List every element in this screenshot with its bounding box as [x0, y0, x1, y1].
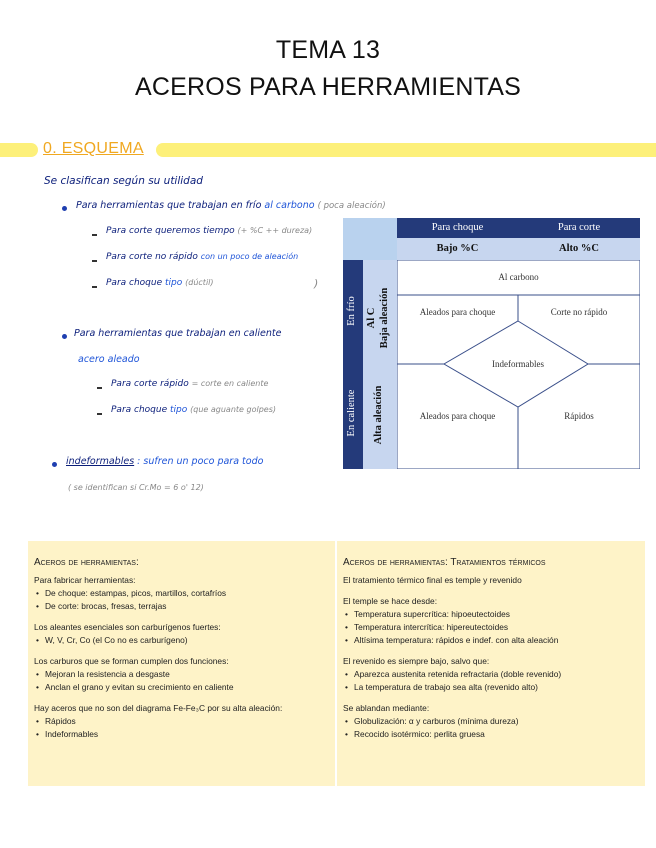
cell-corte-no-rapido: Corte no rápido: [550, 307, 608, 317]
note-cold-sub1-text: Para corte queremos tiempo: [106, 226, 235, 236]
section-label: 0. ESQUEMA: [43, 140, 144, 157]
box-right-p4-list: [343, 715, 561, 741]
note-hot-sub1-extra: = corte en caliente: [191, 379, 269, 388]
note-cold-bullet-carbono: al carbono: [264, 200, 315, 211]
box-left-p4: Hay aceros que no son del diagrama Fe-Fe₃C por su alta aleación:: [34, 703, 283, 713]
section-header: [0, 140, 656, 160]
note-cold-sub3-tipo: tipo: [165, 278, 183, 288]
note-cold-bullet: [76, 200, 386, 211]
list-item: • Temperatura intercrítica: hipereutectoides: [343, 621, 561, 634]
note-hot-sub2-extra: (que aguante golpes): [190, 405, 276, 414]
note-cold-sub2-text: Para corte no rápido: [106, 252, 198, 262]
header-sub-alto: Alto %C: [559, 243, 599, 254]
note-cold-sub3-ductil: (dúctil): [185, 278, 214, 287]
note-hot-acero-aleado: acero aleado: [78, 354, 140, 365]
section-highlight-left: [0, 143, 38, 157]
dash-mark: [92, 234, 97, 236]
box-left-p4-list: [34, 715, 282, 741]
box-right-p3-list: [343, 668, 561, 694]
note-intro: Se clasifican según su utilidad: [44, 175, 203, 187]
list-item: • Anclan el grano y evitan su crecimiento en caliente: [34, 681, 282, 694]
note-hot-sub2-text: Para choque: [111, 405, 168, 415]
info-box-tratamientos: [337, 541, 645, 786]
box-left-p2: Los aleantes esenciales son carburígenos fuertes:: [34, 622, 221, 632]
list-item: • Aparezca austenita retenida refractaria (doble revenido): [343, 668, 561, 681]
list-item: • De corte: brocas, fresas, terrajas: [34, 600, 282, 613]
list-item: • Indeformables: [34, 728, 282, 741]
diagram-corner: [343, 218, 397, 260]
row-sub-alta-aleacion: Alta aleación: [373, 385, 384, 445]
box-right-p1: El tratamiento térmico final es temple y revenido: [343, 575, 522, 585]
list-item: • La temperatura de trabajo sea alta (revenido alto): [343, 681, 561, 694]
dash-mark: [92, 286, 97, 288]
box-left-p3: Los carburos que se forman cumplen dos funciones:: [34, 656, 229, 666]
page-title: [0, 36, 656, 102]
list-item: • W, V, Cr, Co (el Co no es carburígeno): [34, 634, 282, 647]
list-item: • De choque: estampas, picos, martillos, cortafríos: [34, 587, 282, 600]
box-right-title: Aceros de herramientas: Tratamientos térmicos: [343, 557, 546, 568]
note-hot-bullet: Para herramientas que trabajan en caliente: [74, 328, 282, 339]
title-line-1: TEMA 13: [268, 36, 388, 65]
note-cold-sub1: [106, 226, 312, 236]
box-right-p2-list: [343, 608, 561, 647]
note-cold-sub3-text: Para choque: [106, 278, 163, 288]
note-hot-sub2-tipo: tipo: [170, 405, 188, 415]
note-cold-bullet-text: Para herramientas que trabajan en frío: [76, 200, 262, 211]
note-indeformables: [66, 456, 263, 467]
box-left-p1: Para fabricar herramientas:: [34, 575, 136, 585]
cell-rapidos: Rápidos: [564, 411, 594, 421]
info-box-aceros: [28, 541, 335, 786]
box-left-p2-list: [34, 634, 282, 647]
row-label-frio: En frío: [346, 296, 357, 326]
box-right-p3: El revenido es siempre bajo, salvo que:: [343, 656, 490, 666]
row-sub-baja: Baja aleación: [379, 287, 390, 349]
row-label-caliente: En caliente: [346, 389, 357, 437]
note-indef-identify: ( se identifican si Cr.Mo = 6 o' 12): [68, 483, 204, 492]
section-highlight-right: [156, 143, 656, 157]
dash-mark: [92, 260, 97, 262]
dash-mark: [97, 387, 102, 389]
cell-aleados-choque-frio: Aleados para choque: [419, 307, 496, 317]
box-right-p2: El temple se hace desde:: [343, 596, 438, 606]
row-sub-al-c: Al C: [366, 307, 377, 329]
list-item: • Rápidos: [34, 715, 282, 728]
note-hot-sub1-text: Para corte rápido: [111, 379, 189, 389]
list-item: • Temperatura supercrítica: hipoeutectoides: [343, 608, 561, 621]
header-col-choque: Para choque: [431, 222, 484, 233]
note-cold-sub2-extra: con un poco de aleación: [200, 252, 299, 261]
header-sub-bajo: Bajo %C: [436, 243, 479, 254]
bullet-dot: [62, 334, 67, 339]
note-hot-sub1: [111, 379, 268, 389]
header-col-corte: Para corte: [557, 222, 601, 233]
row-sub-baja-aleacion: [365, 268, 393, 368]
title-line-2: ACEROS PARA HERRAMIENTAS: [127, 73, 529, 102]
box-left-title: Aceros de herramientas:: [34, 557, 139, 568]
note-cold-sub2: [106, 252, 298, 262]
list-item: • Mejoran la resistencia a desgaste: [34, 668, 282, 681]
list-item: • Altísima temperatura: rápidos e indef. con alta aleación: [343, 634, 561, 647]
list-item: • Globulización: α y carburos (mínima dureza): [343, 715, 561, 728]
steel-classification-diagram: [343, 218, 640, 469]
cell-aleados-choque-caliente: Aleados para choque: [419, 411, 496, 421]
dash-mark: [97, 413, 102, 415]
box-right-p4: Se ablandan mediante:: [343, 703, 430, 713]
note-hot-sub2: [111, 405, 276, 415]
box-left-p3-list: [34, 668, 282, 694]
note-cold-bullet-aleacion: ( poca aleación): [317, 201, 386, 211]
note-cold-sub3-paren: ): [314, 277, 319, 290]
bullet-dot: [52, 462, 57, 467]
note-cold-sub1-extra: (+ %C ++ dureza): [237, 226, 313, 235]
bullet-dot: [62, 206, 67, 211]
list-item: • Recocido isotérmico: perlita gruesa: [343, 728, 561, 741]
cell-al-carbono: Al carbono: [498, 272, 539, 282]
note-indef-text: : sufren un poco para todo: [137, 456, 264, 467]
note-cold-sub3: [106, 278, 214, 288]
box-left-p1-list: [34, 587, 282, 613]
note-indef-word: indeformables: [66, 456, 135, 467]
cell-indeformables: Indeformables: [492, 359, 544, 369]
